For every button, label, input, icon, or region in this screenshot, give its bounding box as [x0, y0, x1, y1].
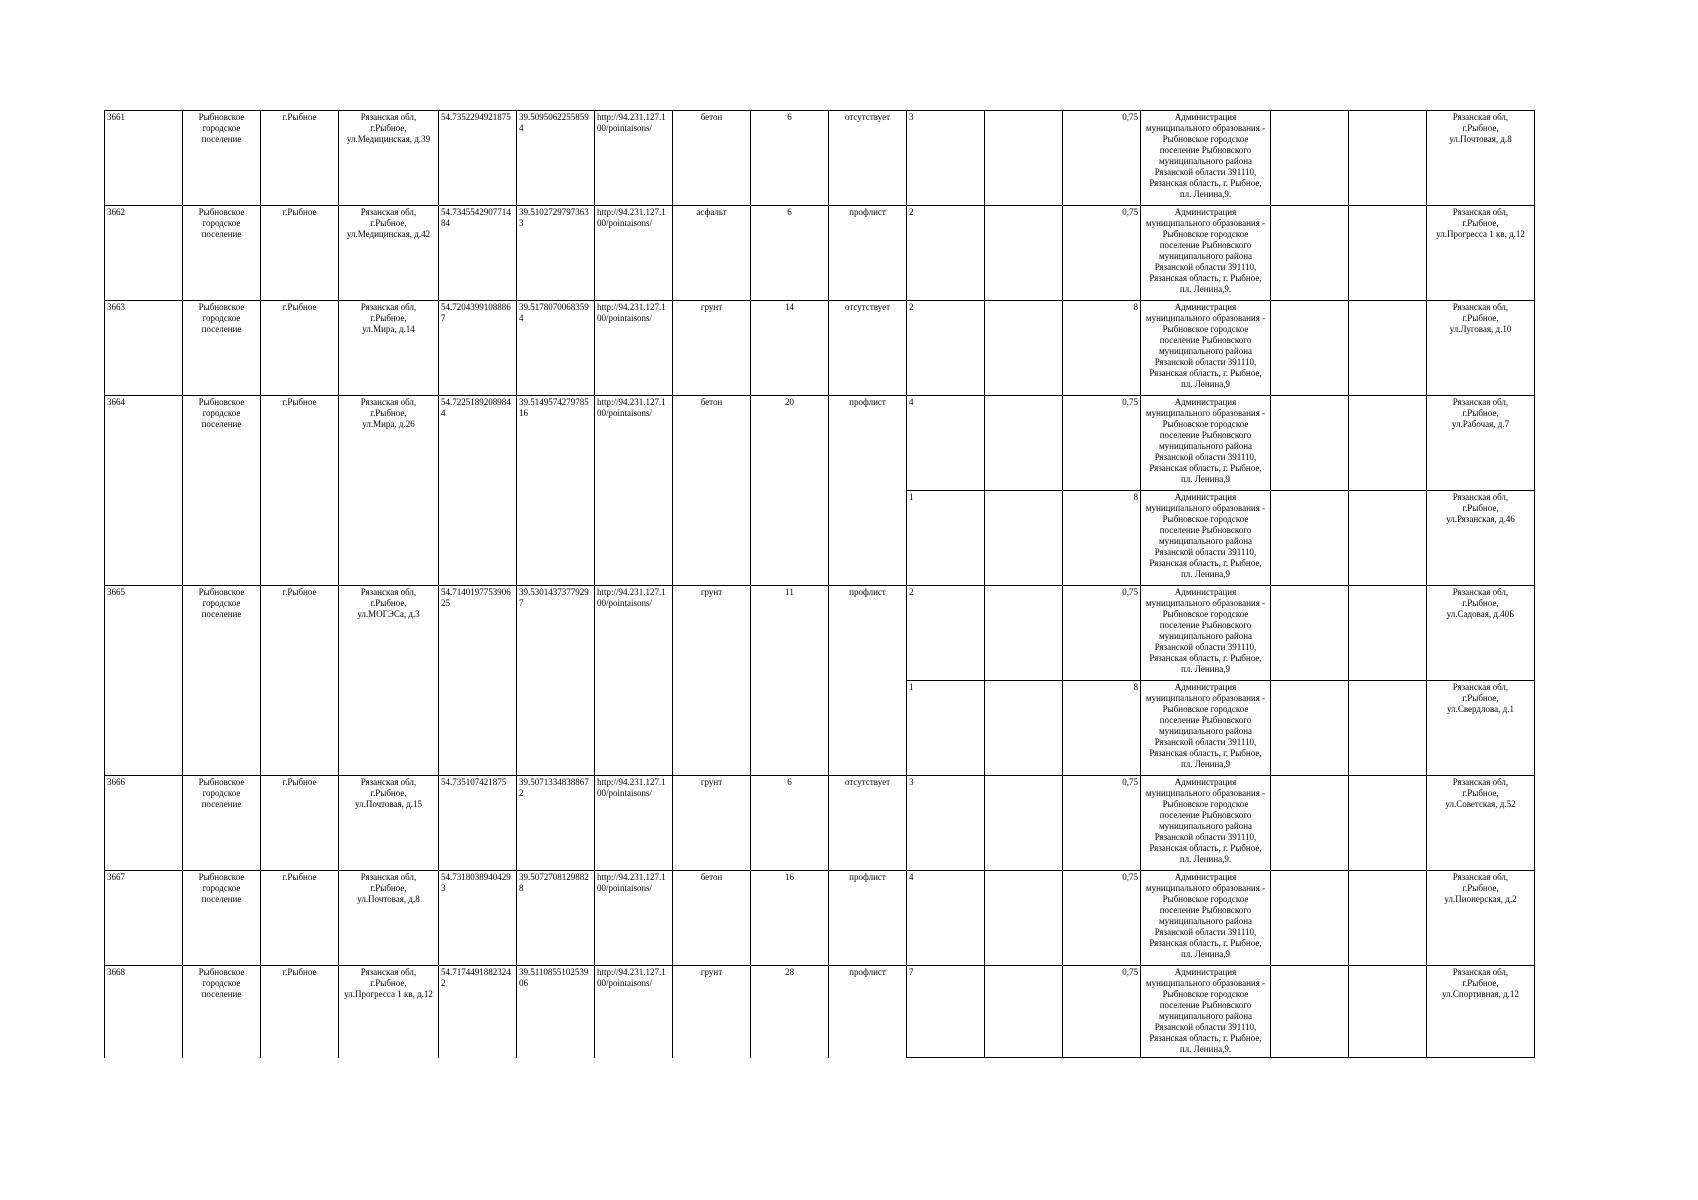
- longitude-cell: 39.5102729797363 3: [517, 206, 595, 301]
- record-id-cell: 3665: [105, 586, 183, 776]
- table-row: [105, 871, 1535, 966]
- record-id-cell: 3664: [105, 396, 183, 586]
- container-count-cell: 3: [907, 111, 985, 206]
- map-link-cell: http://94.231.127.100/pointaisons/: [595, 206, 673, 301]
- area-cell: 28: [751, 966, 829, 1058]
- latitude-cell: 54.735107421875: [439, 776, 517, 871]
- latitude-cell: 54.7318038940429 3: [439, 871, 517, 966]
- container-count-cell: 2: [907, 206, 985, 301]
- latitude-cell: 54.7345542907714 84: [439, 206, 517, 301]
- container-volume-cell: 0,75: [1063, 966, 1141, 1058]
- table-row: [105, 111, 1535, 206]
- empty-cell: [1349, 111, 1427, 206]
- empty-cell: [985, 396, 1063, 491]
- map-link-cell: http://94.231.127.100/pointaisons/: [595, 776, 673, 871]
- owner-cell: Администрация муниципального образования - Рыбновское городское поселение Рыбновского муниципального района Рязанской области 391110, Рязанская область, г. Рыбное, пл. Ленина,9: [1141, 681, 1271, 776]
- empty-cell: [1271, 681, 1349, 776]
- owner-cell: Администрация муниципального образования - Рыбновское городское поселение Рыбновского муниципального района Рязанской области 391110, Рязанская область, г. Рыбное, пл. Ленина,9: [1141, 301, 1271, 396]
- empty-cell: [985, 871, 1063, 966]
- empty-cell: [1349, 681, 1427, 776]
- empty-cell: [985, 301, 1063, 396]
- empty-cell: [1271, 966, 1349, 1058]
- empty-cell: [1349, 301, 1427, 396]
- empty-cell: [985, 681, 1063, 776]
- address-cell: Рязанская обл, г.Рыбное, ул.Мира, д.14: [339, 301, 439, 396]
- empty-cell: [985, 206, 1063, 301]
- container-volume-cell: 8: [1063, 491, 1141, 586]
- container-count-cell: 3: [907, 776, 985, 871]
- longitude-cell: 39.5110855102539 06: [517, 966, 595, 1058]
- container-volume-cell: 0,75: [1063, 206, 1141, 301]
- empty-cell: [1271, 111, 1349, 206]
- town-cell: г.Рыбное: [261, 111, 339, 206]
- table-row: [105, 586, 1535, 681]
- waste-source-cell: Рязанская обл, г.Рыбное, ул.Спортивная, д.12: [1427, 966, 1535, 1058]
- surface-cell: грунт: [673, 301, 751, 396]
- empty-cell: [1271, 396, 1349, 491]
- empty-cell: [1349, 491, 1427, 586]
- owner-cell: Администрация муниципального образования - Рыбновское городское поселение Рыбновского муниципального района Рязанской области 391110, Рязанская область, г. Рыбное, пл. Ленина,9.: [1141, 966, 1271, 1058]
- empty-cell: [985, 491, 1063, 586]
- container-volume-cell: 0,75: [1063, 776, 1141, 871]
- empty-cell: [1349, 396, 1427, 491]
- empty-cell: [1349, 871, 1427, 966]
- empty-cell: [985, 586, 1063, 681]
- area-cell: 11: [751, 586, 829, 776]
- longitude-cell: 39.5178070068359 4: [517, 301, 595, 396]
- longitude-cell: 39.5072708129882 8: [517, 871, 595, 966]
- empty-cell: [1349, 586, 1427, 681]
- address-cell: Рязанская обл, г.Рыбное, ул.Почтовая, д.15: [339, 776, 439, 871]
- record-id-cell: 3663: [105, 301, 183, 396]
- latitude-cell: 54.7140197753906 25: [439, 586, 517, 776]
- latitude-cell: 54.7225189208984 4: [439, 396, 517, 586]
- empty-cell: [1271, 301, 1349, 396]
- address-cell: Рязанская обл, г.Рыбное, ул.Мира, д.26: [339, 396, 439, 586]
- town-cell: г.Рыбное: [261, 301, 339, 396]
- owner-cell: Администрация муниципального образования - Рыбновское городское поселение Рыбновского муниципального района Рязанской области 391110, Рязанская область, г. Рыбное, пл. Ленина,9.: [1141, 206, 1271, 301]
- owner-cell: Администрация муниципального образования - Рыбновское городское поселение Рыбновского муниципального района Рязанской области 391110, Рязанская область, г. Рыбное, пл. Ленина,9.: [1141, 776, 1271, 871]
- surface-cell: бетон: [673, 871, 751, 966]
- address-cell: Рязанская обл, г.Рыбное, ул.МОГЭСа, д.3: [339, 586, 439, 776]
- surface-cell: бетон: [673, 111, 751, 206]
- town-cell: г.Рыбное: [261, 586, 339, 776]
- town-cell: г.Рыбное: [261, 966, 339, 1058]
- waste-source-cell: Рязанская обл, г.Рыбное, ул.Садовая, д.40Б: [1427, 586, 1535, 681]
- empty-cell: [1349, 966, 1427, 1058]
- map-link-cell: http://94.231.127.100/pointaisons/: [595, 586, 673, 776]
- address-cell: Рязанская обл, г.Рыбное, ул.Прогресса 1 кв, д.12: [339, 966, 439, 1058]
- waste-source-cell: Рязанская обл, г.Рыбное, ул.Почтовая, д.8: [1427, 111, 1535, 206]
- town-cell: г.Рыбное: [261, 776, 339, 871]
- waste-source-cell: Рязанская обл, г.Рыбное, ул.Прогресса 1 кв, д.12: [1427, 206, 1535, 301]
- settlement-cell: Рыбновское городское поселение: [183, 776, 261, 871]
- waste-source-cell: Рязанская обл, г.Рыбное, ул.Пионерская, д.2: [1427, 871, 1535, 966]
- fence-cell: отсутствует: [829, 301, 907, 396]
- map-link-cell: http://94.231.127.100/pointaisons/: [595, 301, 673, 396]
- container-count-cell: 4: [907, 396, 985, 491]
- container-volume-cell: 0,75: [1063, 871, 1141, 966]
- empty-cell: [985, 111, 1063, 206]
- latitude-cell: 54.7174491882324 2: [439, 966, 517, 1058]
- record-id-cell: 3668: [105, 966, 183, 1058]
- record-id-cell: 3666: [105, 776, 183, 871]
- fence-cell: отсутствует: [829, 776, 907, 871]
- empty-cell: [1271, 206, 1349, 301]
- fence-cell: профлист: [829, 396, 907, 586]
- table-row: [105, 396, 1535, 491]
- container-volume-cell: 0,75: [1063, 396, 1141, 491]
- surface-cell: бетон: [673, 396, 751, 586]
- container-count-cell: 1: [907, 491, 985, 586]
- container-count-cell: 4: [907, 871, 985, 966]
- table-row: [105, 776, 1535, 871]
- record-id-cell: 3667: [105, 871, 183, 966]
- waste-source-cell: Рязанская обл, г.Рыбное, ул.Свердлова, д.1: [1427, 681, 1535, 776]
- fence-cell: профлист: [829, 586, 907, 776]
- map-link-cell: http://94.231.127.100/pointaisons/: [595, 111, 673, 206]
- fence-cell: отсутствует: [829, 111, 907, 206]
- container-volume-cell: 8: [1063, 301, 1141, 396]
- area-cell: 6: [751, 111, 829, 206]
- empty-cell: [985, 776, 1063, 871]
- empty-cell: [985, 966, 1063, 1058]
- record-id-cell: 3662: [105, 206, 183, 301]
- longitude-cell: 39.5301437377929 7: [517, 586, 595, 776]
- owner-cell: Администрация муниципального образования - Рыбновское городское поселение Рыбновского муниципального района Рязанской области 391110, Рязанская область, г. Рыбное, пл. Ленина,9.: [1141, 111, 1271, 206]
- waste-source-cell: Рязанская обл, г.Рыбное, ул.Луговая, д.10: [1427, 301, 1535, 396]
- settlement-cell: Рыбновское городское поселение: [183, 966, 261, 1058]
- table-row: [105, 966, 1535, 1058]
- container-count-cell: 7: [907, 966, 985, 1058]
- area-cell: 6: [751, 776, 829, 871]
- owner-cell: Администрация муниципального образования - Рыбновское городское поселение Рыбновского муниципального района Рязанской области 391110, Рязанская область, г. Рыбное, пл. Ленина,9: [1141, 871, 1271, 966]
- surface-cell: асфальт: [673, 206, 751, 301]
- address-cell: Рязанская обл, г.Рыбное, ул.Медицинская, д.42: [339, 206, 439, 301]
- settlement-cell: Рыбновское городское поселение: [183, 206, 261, 301]
- longitude-cell: 39.5071334838867 2: [517, 776, 595, 871]
- table-row: [105, 301, 1535, 396]
- waste-source-cell: Рязанская обл, г.Рыбное, ул.Рязанская, д.46: [1427, 491, 1535, 586]
- address-cell: Рязанская обл, г.Рыбное, ул.Почтовая, д.8: [339, 871, 439, 966]
- area-cell: 6: [751, 206, 829, 301]
- area-cell: 16: [751, 871, 829, 966]
- map-link-cell: http://94.231.127.100/pointaisons/: [595, 396, 673, 586]
- longitude-cell: 39.5095062255859 4: [517, 111, 595, 206]
- registry-table-body: [105, 111, 1535, 1058]
- settlement-cell: Рыбновское городское поселение: [183, 871, 261, 966]
- settlement-cell: Рыбновское городское поселение: [183, 396, 261, 586]
- area-cell: 20: [751, 396, 829, 586]
- container-volume-cell: 0,75: [1063, 586, 1141, 681]
- waste-source-cell: Рязанская обл, г.Рыбное, ул.Советская, д.52: [1427, 776, 1535, 871]
- fence-cell: профлист: [829, 966, 907, 1058]
- container-volume-cell: 8: [1063, 681, 1141, 776]
- container-count-cell: 2: [907, 586, 985, 681]
- fence-cell: профлист: [829, 206, 907, 301]
- empty-cell: [1271, 871, 1349, 966]
- surface-cell: грунт: [673, 586, 751, 776]
- container-count-cell: 1: [907, 681, 985, 776]
- container-count-cell: 2: [907, 301, 985, 396]
- table-row: [105, 206, 1535, 301]
- address-cell: Рязанская обл, г.Рыбное, ул.Медицинская, д.39: [339, 111, 439, 206]
- owner-cell: Администрация муниципального образования - Рыбновское городское поселение Рыбновского муниципального района Рязанской области 391110, Рязанская область, г. Рыбное, пл. Ленина,9: [1141, 396, 1271, 491]
- latitude-cell: 54.7204399108886 7: [439, 301, 517, 396]
- record-id-cell: 3661: [105, 111, 183, 206]
- empty-cell: [1349, 776, 1427, 871]
- owner-cell: Администрация муниципального образования - Рыбновское городское поселение Рыбновского муниципального района Рязанской области 391110, Рязанская область, г. Рыбное, пл. Ленина,9: [1141, 491, 1271, 586]
- surface-cell: грунт: [673, 776, 751, 871]
- settlement-cell: Рыбновское городское поселение: [183, 586, 261, 776]
- town-cell: г.Рыбное: [261, 206, 339, 301]
- empty-cell: [1271, 491, 1349, 586]
- settlement-cell: Рыбновское городское поселение: [183, 111, 261, 206]
- empty-cell: [1349, 206, 1427, 301]
- town-cell: г.Рыбное: [261, 871, 339, 966]
- empty-cell: [1271, 776, 1349, 871]
- map-link-cell: http://94.231.127.100/pointaisons/: [595, 871, 673, 966]
- latitude-cell: 54.7352294921875: [439, 111, 517, 206]
- surface-cell: грунт: [673, 966, 751, 1058]
- map-link-cell: http://94.231.127.100/pointaisons/: [595, 966, 673, 1058]
- registry-table: [104, 110, 1535, 1058]
- longitude-cell: 39.5149574279785 16: [517, 396, 595, 586]
- owner-cell: Администрация муниципального образования - Рыбновское городское поселение Рыбновского муниципального района Рязанской области 391110, Рязанская область, г. Рыбное, пл. Ленина,9: [1141, 586, 1271, 681]
- empty-cell: [1271, 586, 1349, 681]
- container-volume-cell: 0,75: [1063, 111, 1141, 206]
- area-cell: 14: [751, 301, 829, 396]
- settlement-cell: Рыбновское городское поселение: [183, 301, 261, 396]
- fence-cell: профлист: [829, 871, 907, 966]
- town-cell: г.Рыбное: [261, 396, 339, 586]
- waste-source-cell: Рязанская обл, г.Рыбное, ул.Рабочая, д.7: [1427, 396, 1535, 491]
